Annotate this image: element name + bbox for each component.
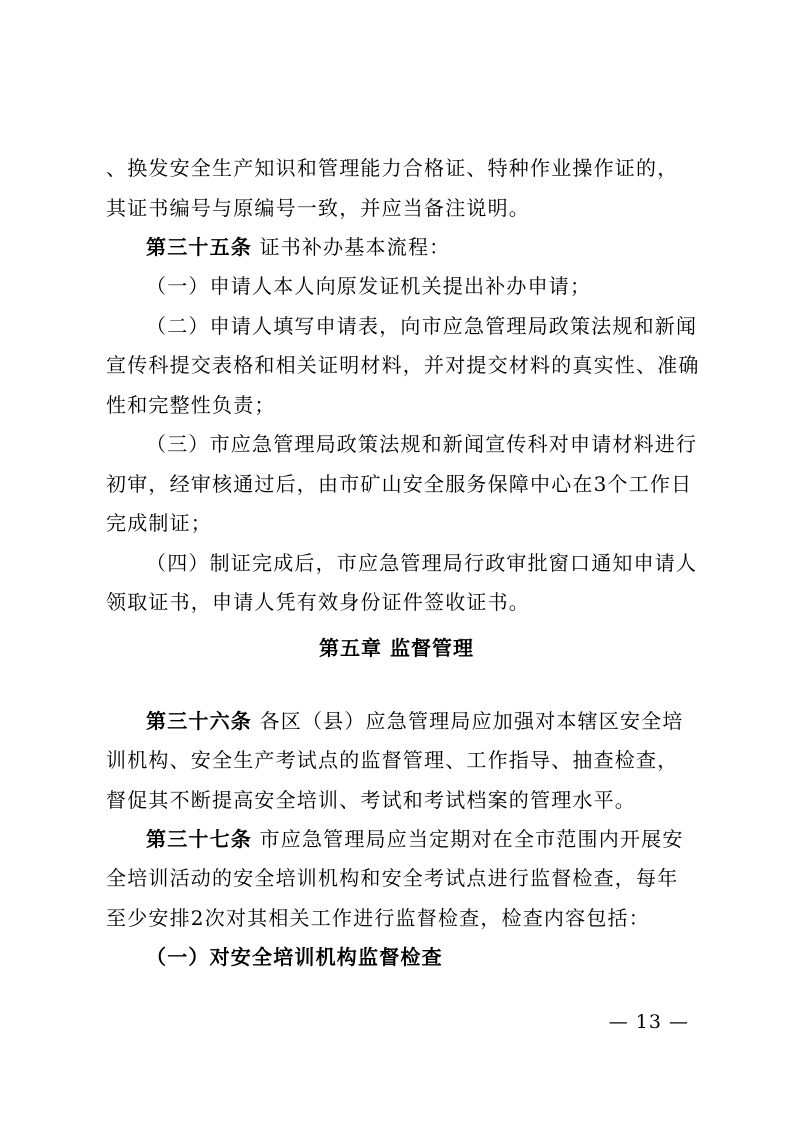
text-line: 督促其不断提高安全培训、考试和考试档案的管理水平。: [106, 788, 636, 812]
chapter-title: 第五章 监督管理: [319, 636, 474, 660]
text-line: 初审，经审核通过后，由市矿山安全服务保障中心在3个工作日: [106, 472, 693, 496]
article-37-text: 市应急管理局应当定期对在全市范围内开展安: [252, 827, 684, 851]
article-35-paragraph: [146, 233, 450, 261]
article-36-text: 各区（县）应急管理局应加强对本辖区安全培: [252, 709, 684, 733]
article-37-paragraph: [146, 825, 684, 853]
text-line: 完成制证；: [106, 511, 212, 535]
text-line: 训机构、安全生产考试点的监督管理、工作指导、抽查检查，: [106, 748, 679, 772]
article-37-label: 第三十七条: [146, 827, 252, 851]
text-line: 宣传科提交表格和相关证明材料，并对提交材料的真实性、准确: [106, 353, 700, 377]
text-line: （二）申请人填写申请表，向市应急管理局政策法规和新闻: [146, 314, 698, 338]
page-number: — 13 —: [608, 1011, 689, 1033]
article-36-paragraph: [146, 707, 684, 735]
text-line: （三）市应急管理局政策法规和新闻宣传科对申请材料进行: [146, 432, 698, 456]
text-line: 全培训活动的安全培训机构和安全考试点进行监督检查，每年: [106, 866, 679, 890]
text-line: 领取证书，申请人凭有效身份证件签收证书。: [106, 590, 530, 614]
text-line: （四）制证完成后，市应急管理局行政审批窗口通知申请人: [146, 551, 698, 575]
text-line: （一）申请人本人向原发证机关提出补办申请；: [146, 274, 592, 298]
text-line: 至少安排2次对其相关工作进行监督检查，检查内容包括：: [106, 906, 650, 930]
article-35-text: 证书补办基本流程：: [252, 235, 451, 259]
article-35-label: 第三十五条: [146, 235, 252, 259]
text-line: 性和完整性负责；: [106, 393, 276, 417]
article-36-label: 第三十六条: [146, 709, 252, 733]
subheading: （一）对安全培训机构监督检查: [146, 945, 443, 969]
text-line: 其证书编号与原编号一致，并应当备注说明。: [106, 196, 530, 220]
text-line: 、换发安全生产知识和管理能力合格证、特种作业操作证的，: [106, 156, 679, 180]
